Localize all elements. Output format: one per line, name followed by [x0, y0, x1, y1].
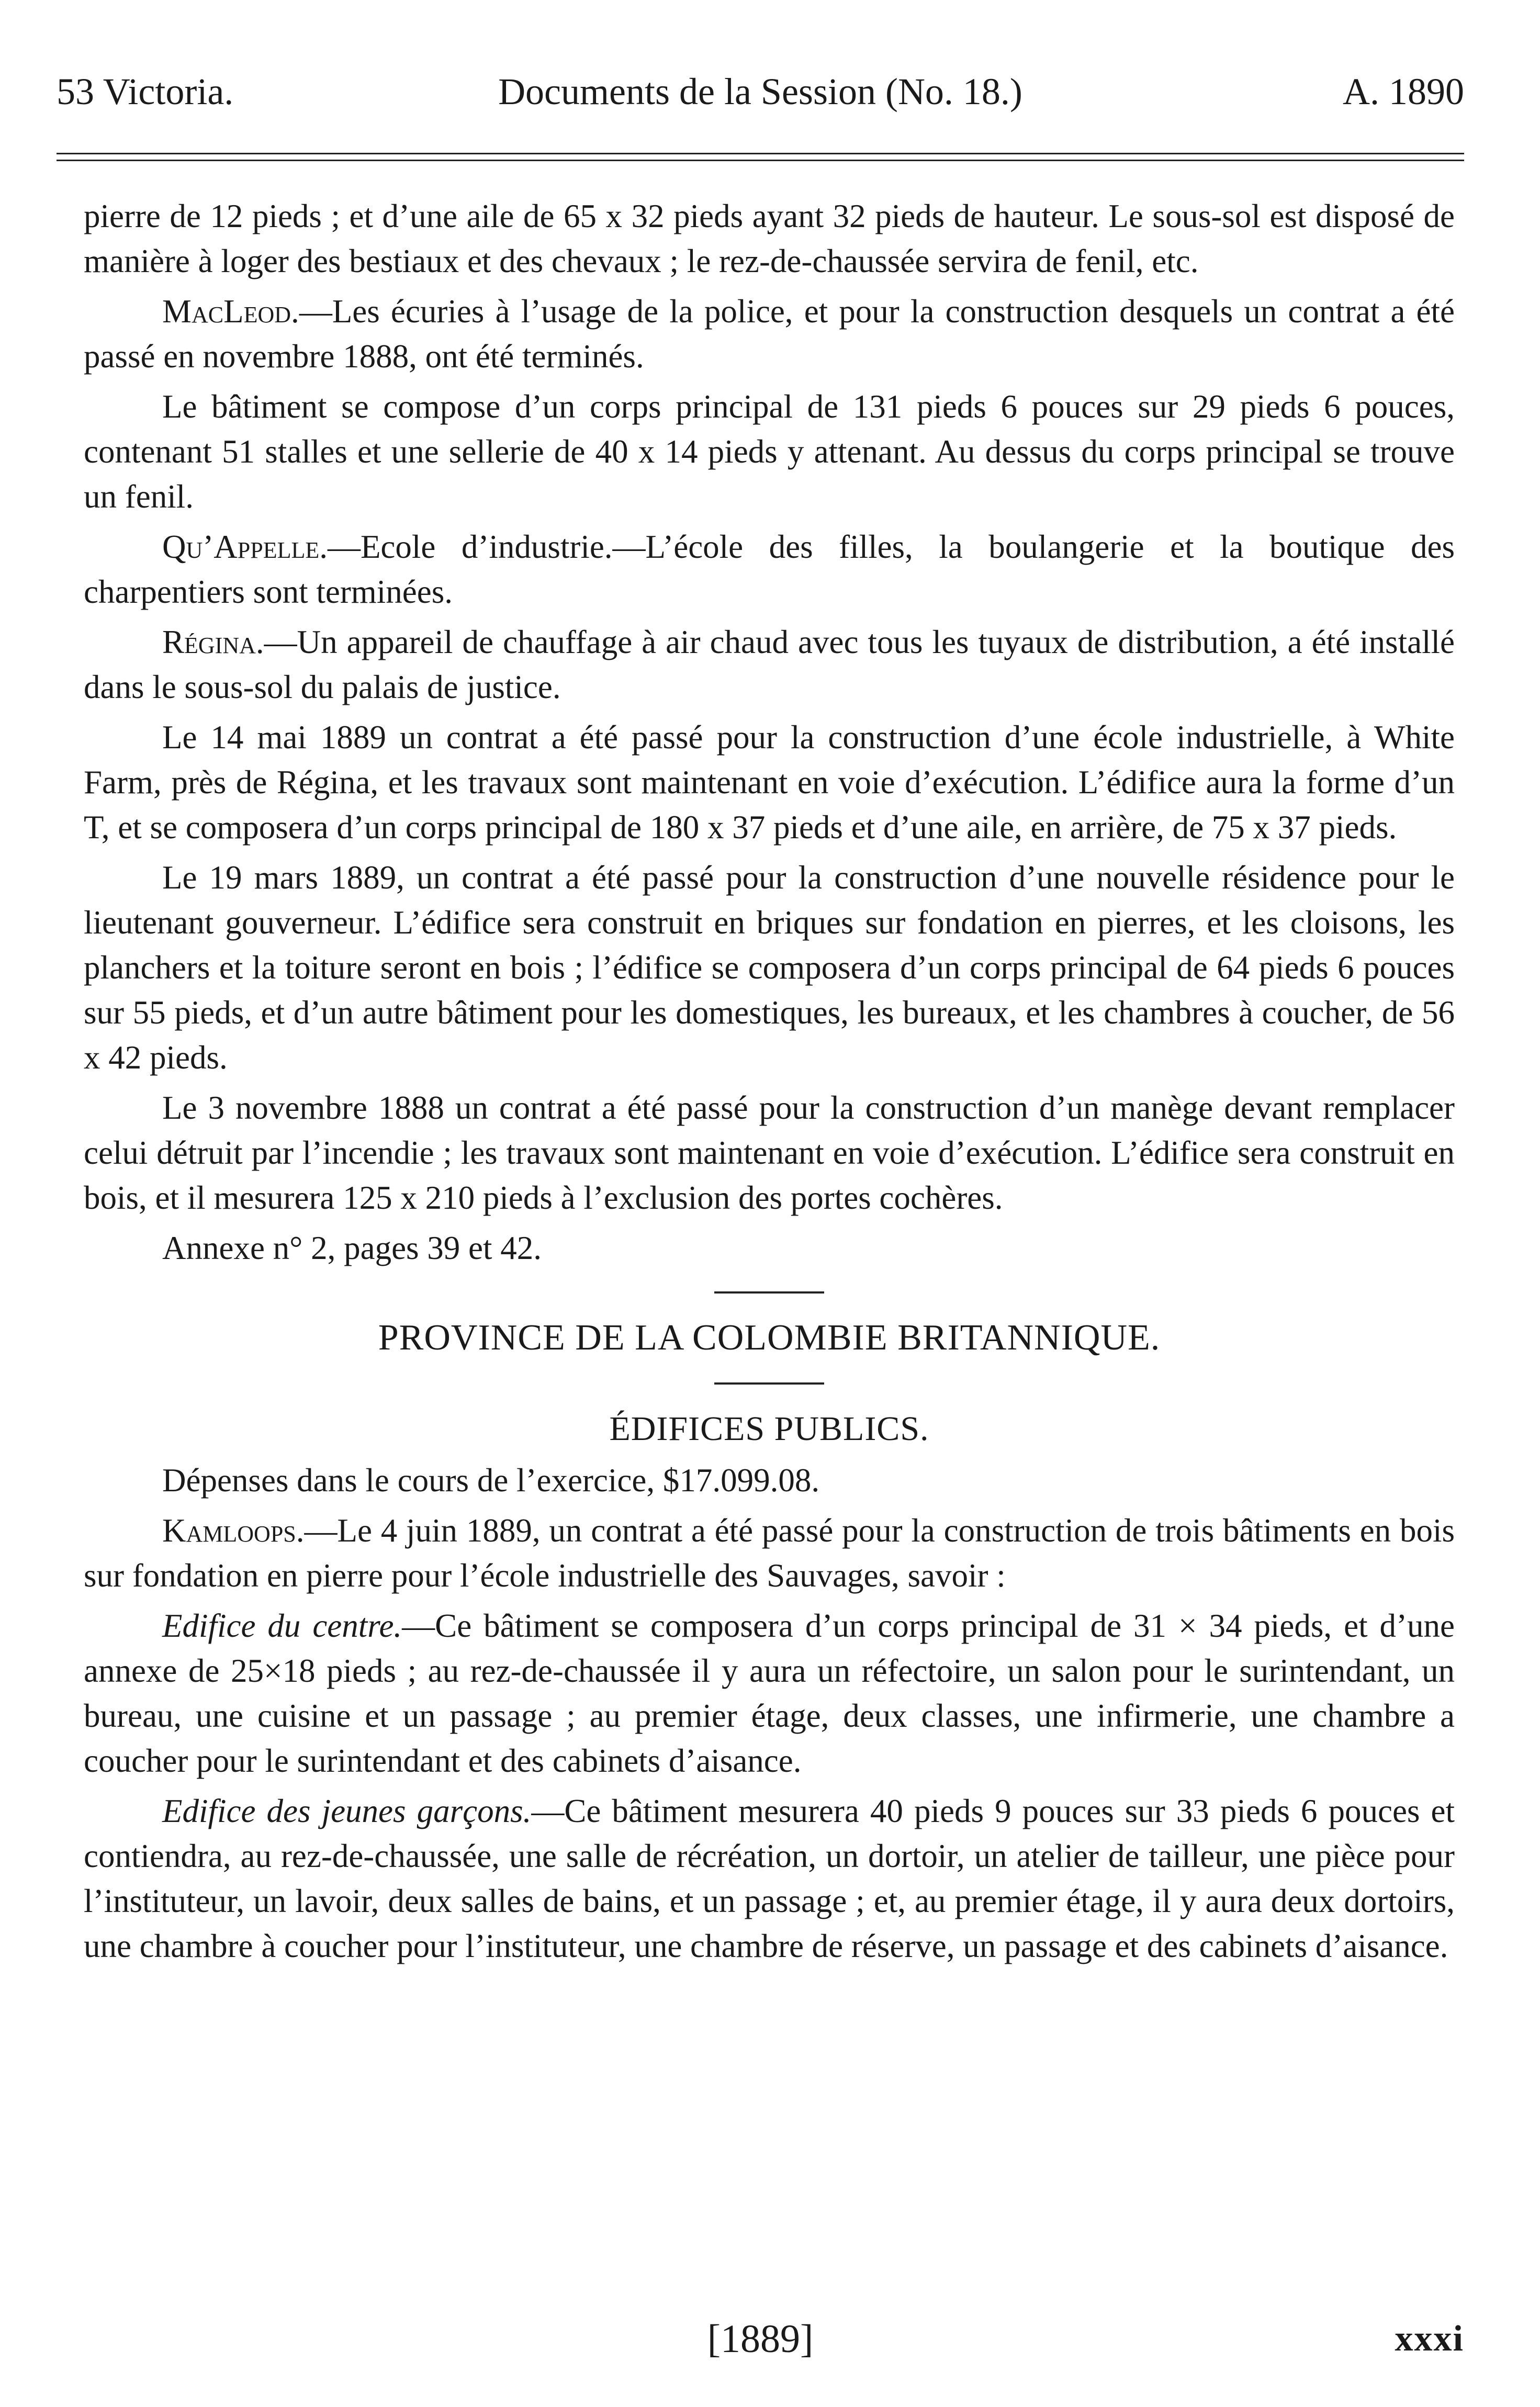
paragraph-text: —Les écuries à l’usage de la police, et pour la construction desquels un contrat a été passé en novembre 1888, ont été terminés. — [84, 293, 1455, 375]
annex-reference — [84, 1225, 1455, 1270]
paragraph-text: —Ecole d’industrie.—L’école des filles, la boulangerie et la boutique des charpentiers sont terminées. — [84, 528, 1455, 610]
paragraph — [84, 715, 1455, 850]
footer-year: [1889] — [707, 2317, 814, 2361]
page-number: xxxi — [1395, 2319, 1464, 2359]
paragraph — [84, 1458, 1455, 1503]
header-double-rule — [57, 153, 1464, 161]
paragraph-text: —Ce bâtiment se composera d’un corps principal de 31 × 34 pieds, et d’une annexe de 25×18 pieds ; au rez-de-chaussée il y aura un réfectoire, un salon pour le surintendant, un bureau, une cuisine et un passage ; au premier étage, deux classes, une infirmerie, une chambre a coucher pour le surintendant et des cabinets d’aisance. — [84, 1607, 1455, 1779]
running-header — [57, 63, 1464, 120]
paragraph — [84, 289, 1455, 379]
paragraph-text: Le 3 novembre 1888 un contrat a été passé pour la construction d’un manège devant remplacer celui détruit par l’incendie ; les travaux sont maintenant en voie d’exécution. L’édifice sera construit en bois, et il mesurera 125 x 210 pieds à l’exclusion des portes cochères. — [84, 1089, 1455, 1216]
paragraph-text: Le 14 mai 1889 un contrat a été passé pour la construction d’une école industrielle, à White Farm, près de Régina, et les travaux sont maintenant en voie d’exécution. L’édifice aura la forme d’un T, et se composera d’un corps principal de 180 x 37 pieds et d’une aile, en arrière, de 75 x 37 pieds. — [84, 719, 1455, 846]
page-footer — [57, 2313, 1464, 2365]
paragraph-text: Le bâtiment se compose d’un corps principal de 131 pieds 6 pouces sur 29 pieds 6 pouces, contenant 51 stalles et une sellerie de 40 x 14 pieds y attenant. Au dessus du corps principal se trouve un fenil. — [84, 388, 1455, 515]
paragraph — [84, 855, 1455, 1080]
paragraph-text: Dépenses dans le cours de l’exercice, $17.099.08. — [162, 1462, 820, 1499]
paragraph-text: —Le 4 juin 1889, un contrat a été passé pour la construction de trois bâtiments en bois sur fondation en pierre pour l’école industrielle des Sauvages, savoir : — [84, 1512, 1455, 1594]
paragraph — [84, 620, 1455, 710]
subsection-title: ÉDIFICES PUBLICS. — [609, 1410, 929, 1448]
paragraph — [84, 524, 1455, 614]
body-text — [84, 194, 1455, 1974]
section-divider — [714, 1291, 824, 1294]
paragraph — [84, 1603, 1455, 1783]
place-name: Régina. — [162, 624, 264, 660]
paragraph — [84, 384, 1455, 519]
paragraph — [84, 194, 1455, 284]
section-title: PROVINCE DE LA COLOMBIE BRITANNIQUE. — [378, 1318, 1161, 1358]
place-name: Kamloops. — [162, 1512, 305, 1549]
header-title: Documents de la Session (No. 18.) — [498, 71, 1022, 113]
header-session: 53 Victoria. — [57, 71, 234, 113]
paragraph-text: —Ce bâtiment mesurera 40 pieds 9 pouces sur 33 pieds 6 pouces et contiendra, au rez-de-chaussée, une salle de récréation, un dortoir, un atelier de tailleur, une pièce pour l’instituteur, un lavoir, deux salles de bains, et un passage ; et, au premier étage, il y aura deux dortoirs, une chambre à coucher pour l’instituteur, une chambre de réserve, un passage et des cabinets d’aisance. — [84, 1793, 1455, 1964]
paragraph-text: —Un appareil de chauffage à air chaud avec tous les tuyaux de distribution, a été installé dans le sous-sol du palais de justice. — [84, 624, 1455, 705]
paragraph — [84, 1789, 1455, 1969]
paragraph — [84, 1085, 1455, 1220]
paragraph-text: Le 19 mars 1889, un contrat a été passé pour la construction d’une nouvelle résidence pour le lieutenant gouverneur. L’édifice sera construit en briques sur fondation en pierres, et les cloisons, les planchers et la toiture seront en bois ; l’édifice se composera d’un corps principal de 64 pieds 6 pouces sur 55 pieds, et d’un autre bâtiment pour les domestiques, les bureaux, et les chambres à coucher, de 56 x 42 pieds. — [84, 859, 1455, 1076]
place-name: Qu’Appelle. — [162, 528, 328, 565]
paragraph-text: pierre de 12 pieds ; et d’une aile de 65 x 32 pieds ayant 32 pieds de hauteur. Le sous-sol est disposé de manière à loger des bestiaux et des chevaux ; le rez-de-chaussée servira de fenil, etc. — [84, 198, 1455, 279]
paragraph — [84, 1508, 1455, 1598]
place-name: MacLeod. — [162, 293, 299, 330]
paragraph-text: Annexe n° 2, pages 39 et 42. — [162, 1230, 542, 1266]
header-year: A. 1890 — [1343, 71, 1464, 113]
section-divider — [714, 1382, 824, 1385]
building-name: Edifice du centre. — [162, 1607, 402, 1644]
building-name: Edifice des jeunes garçons. — [162, 1793, 532, 1829]
